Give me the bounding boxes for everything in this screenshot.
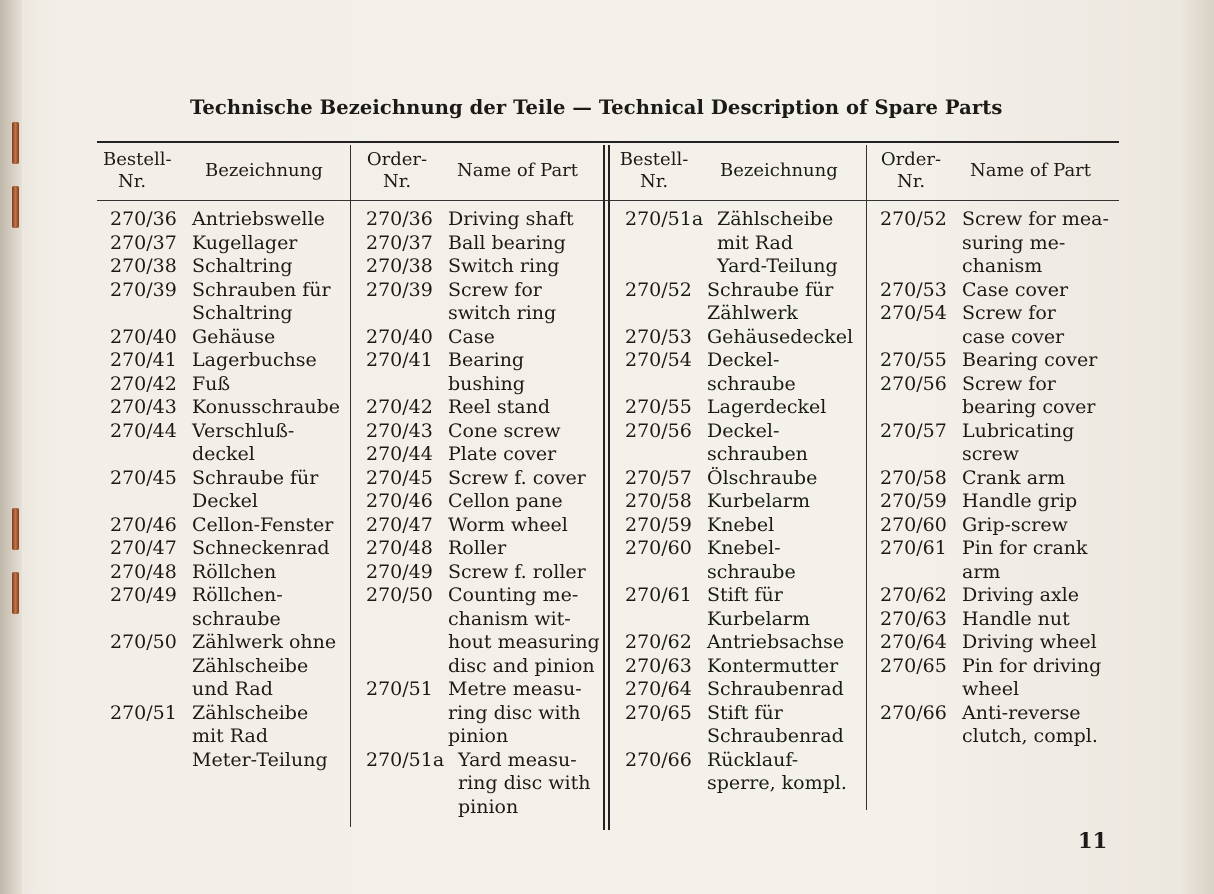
header-order-nr: Order- Nr.	[880, 149, 942, 192]
part-row	[110, 420, 340, 467]
part-row	[880, 467, 1109, 491]
part-row	[625, 420, 853, 467]
part-number: 270/41	[366, 349, 433, 371]
part-row	[110, 255, 340, 279]
part-number: 270/58	[880, 466, 947, 489]
part-description: Screw f. cover	[448, 466, 586, 489]
part-description: Counting me- chanism wit- hout measuring disc and pinion	[448, 584, 600, 677]
part-number: 270/44	[110, 419, 177, 442]
part-number: 270/61	[625, 584, 692, 606]
part-description: Screw for case cover	[962, 302, 1065, 348]
part-number: 270/51	[110, 701, 177, 724]
part-description: Schneckenrad	[192, 537, 330, 559]
part-row	[366, 326, 600, 350]
part-number: 270/42	[366, 396, 433, 418]
part-description: Cellon-Fenster	[192, 513, 334, 536]
column-divider-double	[603, 145, 605, 830]
part-description: Anti-reverse clutch, compl.	[962, 701, 1098, 747]
part-row	[880, 349, 1109, 373]
part-number: 270/38	[366, 255, 433, 277]
part-description: Worm wheel	[448, 513, 568, 536]
part-number: 270/66	[625, 748, 692, 771]
part-description: Antriebswelle	[192, 208, 325, 230]
part-row	[880, 420, 1109, 467]
part-number: 270/58	[625, 490, 692, 512]
part-row	[110, 467, 340, 514]
part-row	[110, 326, 340, 350]
part-description: Ball bearing	[448, 231, 566, 254]
part-number: 270/40	[366, 325, 433, 348]
part-description: Cone screw	[448, 419, 561, 442]
part-number: 270/55	[880, 349, 947, 371]
part-description: Schraube für Zählwerk	[707, 278, 834, 324]
part-number: 270/46	[366, 490, 433, 512]
part-description: Stift für Kurbelarm	[707, 584, 811, 630]
part-row	[366, 279, 600, 326]
part-number: 270/63	[625, 654, 692, 677]
part-number: 270/61	[880, 537, 947, 559]
part-description: Screw for switch ring	[448, 278, 557, 324]
part-row	[110, 396, 340, 420]
part-number: 270/42	[110, 372, 177, 395]
part-description: Deckel- schraube	[707, 349, 796, 395]
part-number: 270/53	[625, 325, 692, 348]
part-description: Cellon pane	[448, 490, 563, 512]
part-row	[880, 584, 1109, 608]
part-row	[880, 208, 1109, 279]
part-row	[110, 631, 340, 702]
part-description: Case cover	[962, 278, 1069, 301]
part-row	[625, 490, 853, 514]
part-number: 270/49	[110, 584, 177, 606]
part-row	[110, 279, 340, 326]
part-description: Handle nut	[962, 607, 1070, 630]
part-description: Knebel- schraube	[707, 537, 796, 583]
column-divider-double	[608, 145, 610, 830]
part-row	[366, 537, 600, 561]
part-row	[366, 255, 600, 279]
part-row	[880, 537, 1109, 584]
part-number: 270/62	[625, 631, 692, 653]
part-number: 270/63	[880, 607, 947, 630]
part-description: Metre measu- ring disc with pinion	[448, 678, 582, 747]
part-description: Driving wheel	[962, 631, 1097, 653]
part-description: Handle grip	[962, 490, 1078, 512]
header-bezeichnung: Bezeichnung	[205, 160, 323, 181]
part-description: Lagerbuchse	[192, 349, 317, 371]
part-row	[366, 561, 600, 585]
part-number: 270/65	[880, 654, 947, 677]
part-number: 270/51a	[625, 208, 704, 230]
part-description: Ölschraube	[707, 466, 818, 489]
part-row	[625, 631, 853, 655]
part-number: 270/46	[110, 513, 177, 536]
part-description: Fuß	[192, 372, 231, 395]
part-number: 270/36	[366, 208, 433, 230]
part-row	[366, 584, 600, 678]
header-bezeichnung: Bezeichnung	[720, 160, 838, 181]
part-description: Grip-screw	[962, 513, 1068, 536]
part-description: Roller	[448, 537, 507, 559]
part-row	[366, 232, 600, 256]
part-row	[366, 514, 600, 538]
part-number: 270/53	[880, 278, 947, 301]
part-row	[625, 279, 853, 326]
part-row	[625, 702, 853, 749]
part-number: 270/36	[110, 208, 177, 230]
part-number: 270/59	[880, 490, 947, 512]
part-number: 270/45	[110, 466, 177, 489]
part-row	[880, 655, 1109, 702]
column-divider	[866, 145, 867, 810]
part-row	[625, 584, 853, 631]
part-number: 270/57	[625, 466, 692, 489]
part-number: 270/64	[880, 631, 947, 653]
part-row	[625, 537, 853, 584]
part-description: Bearing bushing	[448, 349, 525, 395]
part-description: Gehäuse	[192, 325, 276, 348]
part-description: Schrauben für Schaltring	[192, 278, 331, 324]
part-row	[880, 302, 1109, 349]
part-description: Yard measu- ring disc with pinion	[458, 748, 591, 818]
part-number: 270/60	[880, 513, 947, 536]
part-row	[110, 561, 340, 585]
part-row	[110, 584, 340, 631]
part-number: 270/56	[880, 372, 947, 395]
part-number: 270/57	[880, 419, 947, 442]
part-number: 270/38	[110, 255, 177, 277]
part-row	[110, 702, 340, 773]
part-row	[366, 420, 600, 444]
part-number: 270/48	[110, 560, 177, 583]
header-name-of-part: Name of Part	[970, 160, 1092, 181]
part-number: 270/54	[625, 349, 692, 371]
part-number: 270/44	[366, 443, 433, 465]
part-number: 270/51	[366, 678, 433, 700]
part-description: Knebel	[707, 513, 775, 536]
part-row	[880, 279, 1109, 303]
part-number: 270/43	[366, 419, 433, 442]
part-description: Screw f. roller	[448, 560, 586, 583]
part-description: Kontermutter	[707, 654, 839, 677]
part-number: 270/40	[110, 325, 177, 348]
part-description: Driving shaft	[448, 208, 574, 230]
part-description: Screw for mea- suring me- chanism	[962, 208, 1109, 277]
staple	[12, 186, 19, 228]
part-row	[366, 749, 600, 820]
part-description: Schraube für Deckel	[192, 466, 319, 512]
part-number: 270/55	[625, 396, 692, 418]
part-number: 270/50	[110, 631, 177, 653]
part-number: 270/60	[625, 537, 692, 559]
part-number: 270/54	[880, 302, 947, 324]
part-number: 270/39	[366, 278, 433, 301]
part-description: Antriebsachse	[707, 631, 845, 653]
part-row	[880, 490, 1109, 514]
part-description: Deckel- schrauben	[707, 419, 808, 465]
part-description: Stift für Schraubenrad	[707, 701, 844, 747]
part-row	[625, 655, 853, 679]
part-row	[625, 326, 853, 350]
staple	[12, 508, 19, 550]
column-bestell-de-1	[110, 208, 340, 772]
part-row	[110, 514, 340, 538]
part-row	[625, 749, 853, 796]
part-description: Lubricating screw	[962, 419, 1075, 465]
part-row	[366, 208, 600, 232]
part-row	[880, 702, 1109, 749]
part-description: Pin for crank arm	[962, 537, 1088, 583]
part-number: 270/48	[366, 537, 433, 559]
part-row	[110, 373, 340, 397]
part-row	[880, 631, 1109, 655]
header-bestell-nr: Bestell- Nr.	[103, 149, 172, 192]
part-description: Verschluß- deckel	[192, 419, 295, 465]
part-number: 270/47	[366, 513, 433, 536]
part-row	[366, 678, 600, 749]
part-number: 270/64	[625, 678, 692, 700]
part-description: Kugellager	[192, 231, 298, 254]
part-row	[366, 349, 600, 396]
part-description: Schraubenrad	[707, 678, 844, 700]
part-description: Pin for driving wheel	[962, 654, 1102, 700]
part-row	[110, 537, 340, 561]
part-number: 270/51a	[366, 748, 445, 771]
part-row	[880, 608, 1109, 632]
part-description: Kurbelarm	[707, 490, 811, 512]
part-description: Bearing cover	[962, 349, 1098, 371]
part-description: Reel stand	[448, 396, 551, 418]
header-order-nr: Order- Nr.	[366, 149, 428, 192]
part-description: Lagerdeckel	[707, 396, 827, 418]
part-description: Driving axle	[962, 584, 1080, 606]
part-description: Konusschraube	[192, 396, 341, 418]
staple	[12, 122, 19, 164]
part-row	[366, 396, 600, 420]
part-row	[625, 208, 853, 279]
table-top-rule	[97, 141, 1119, 143]
part-number: 270/52	[880, 208, 947, 230]
part-description: Schaltring	[192, 255, 293, 277]
part-number: 270/37	[110, 231, 177, 254]
part-number: 270/50	[366, 584, 433, 606]
part-row	[880, 514, 1109, 538]
part-row	[366, 490, 600, 514]
header-bestell-nr: Bestell- Nr.	[619, 149, 689, 192]
staple	[12, 572, 19, 614]
part-row	[110, 232, 340, 256]
part-description: Gehäusedeckel	[707, 325, 854, 348]
part-number: 270/56	[625, 419, 692, 442]
part-description: Zählscheibe mit Rad Yard-Teilung	[717, 208, 838, 277]
page-title: Technische Bezeichnung der Teile — Technical Description of Spare Parts	[190, 96, 1003, 119]
part-number: 270/41	[110, 349, 177, 371]
part-row	[366, 467, 600, 491]
part-description: Zählwerk ohne Zählscheibe und Rad	[192, 631, 337, 700]
part-row	[880, 373, 1109, 420]
part-number: 270/43	[110, 396, 177, 418]
part-number: 270/37	[366, 231, 433, 254]
part-description: Case	[448, 325, 495, 348]
part-number: 270/47	[110, 537, 177, 559]
part-number: 270/59	[625, 513, 692, 536]
part-row	[366, 443, 600, 467]
part-row	[625, 349, 853, 396]
part-description: Röllchen- schraube	[192, 584, 283, 630]
part-row	[625, 678, 853, 702]
part-number: 270/66	[880, 701, 947, 724]
part-description: Crank arm	[962, 466, 1066, 489]
column-order-en-1	[366, 208, 600, 819]
part-description: Plate cover	[448, 443, 557, 465]
part-number: 270/65	[625, 701, 692, 724]
part-row	[110, 349, 340, 373]
part-description: Röllchen	[192, 560, 277, 583]
part-number: 270/39	[110, 278, 177, 301]
part-row	[625, 467, 853, 491]
part-number: 270/52	[625, 278, 692, 301]
column-order-en-2	[880, 208, 1109, 749]
part-number: 270/62	[880, 584, 947, 606]
column-divider	[350, 145, 351, 827]
part-row	[110, 208, 340, 232]
header-name-of-part: Name of Part	[457, 160, 579, 181]
part-number: 270/45	[366, 466, 433, 489]
part-row	[625, 396, 853, 420]
part-description: Zählscheibe mit Rad Meter-Teilung	[192, 701, 328, 771]
column-bestell-de-2	[625, 208, 853, 796]
part-description: Rücklauf- sperre, kompl.	[707, 748, 847, 794]
page-number: 11	[1078, 828, 1108, 853]
part-description: Switch ring	[448, 255, 560, 277]
part-row	[625, 514, 853, 538]
part-number: 270/49	[366, 560, 433, 583]
part-description: Screw for bearing cover	[962, 372, 1096, 418]
